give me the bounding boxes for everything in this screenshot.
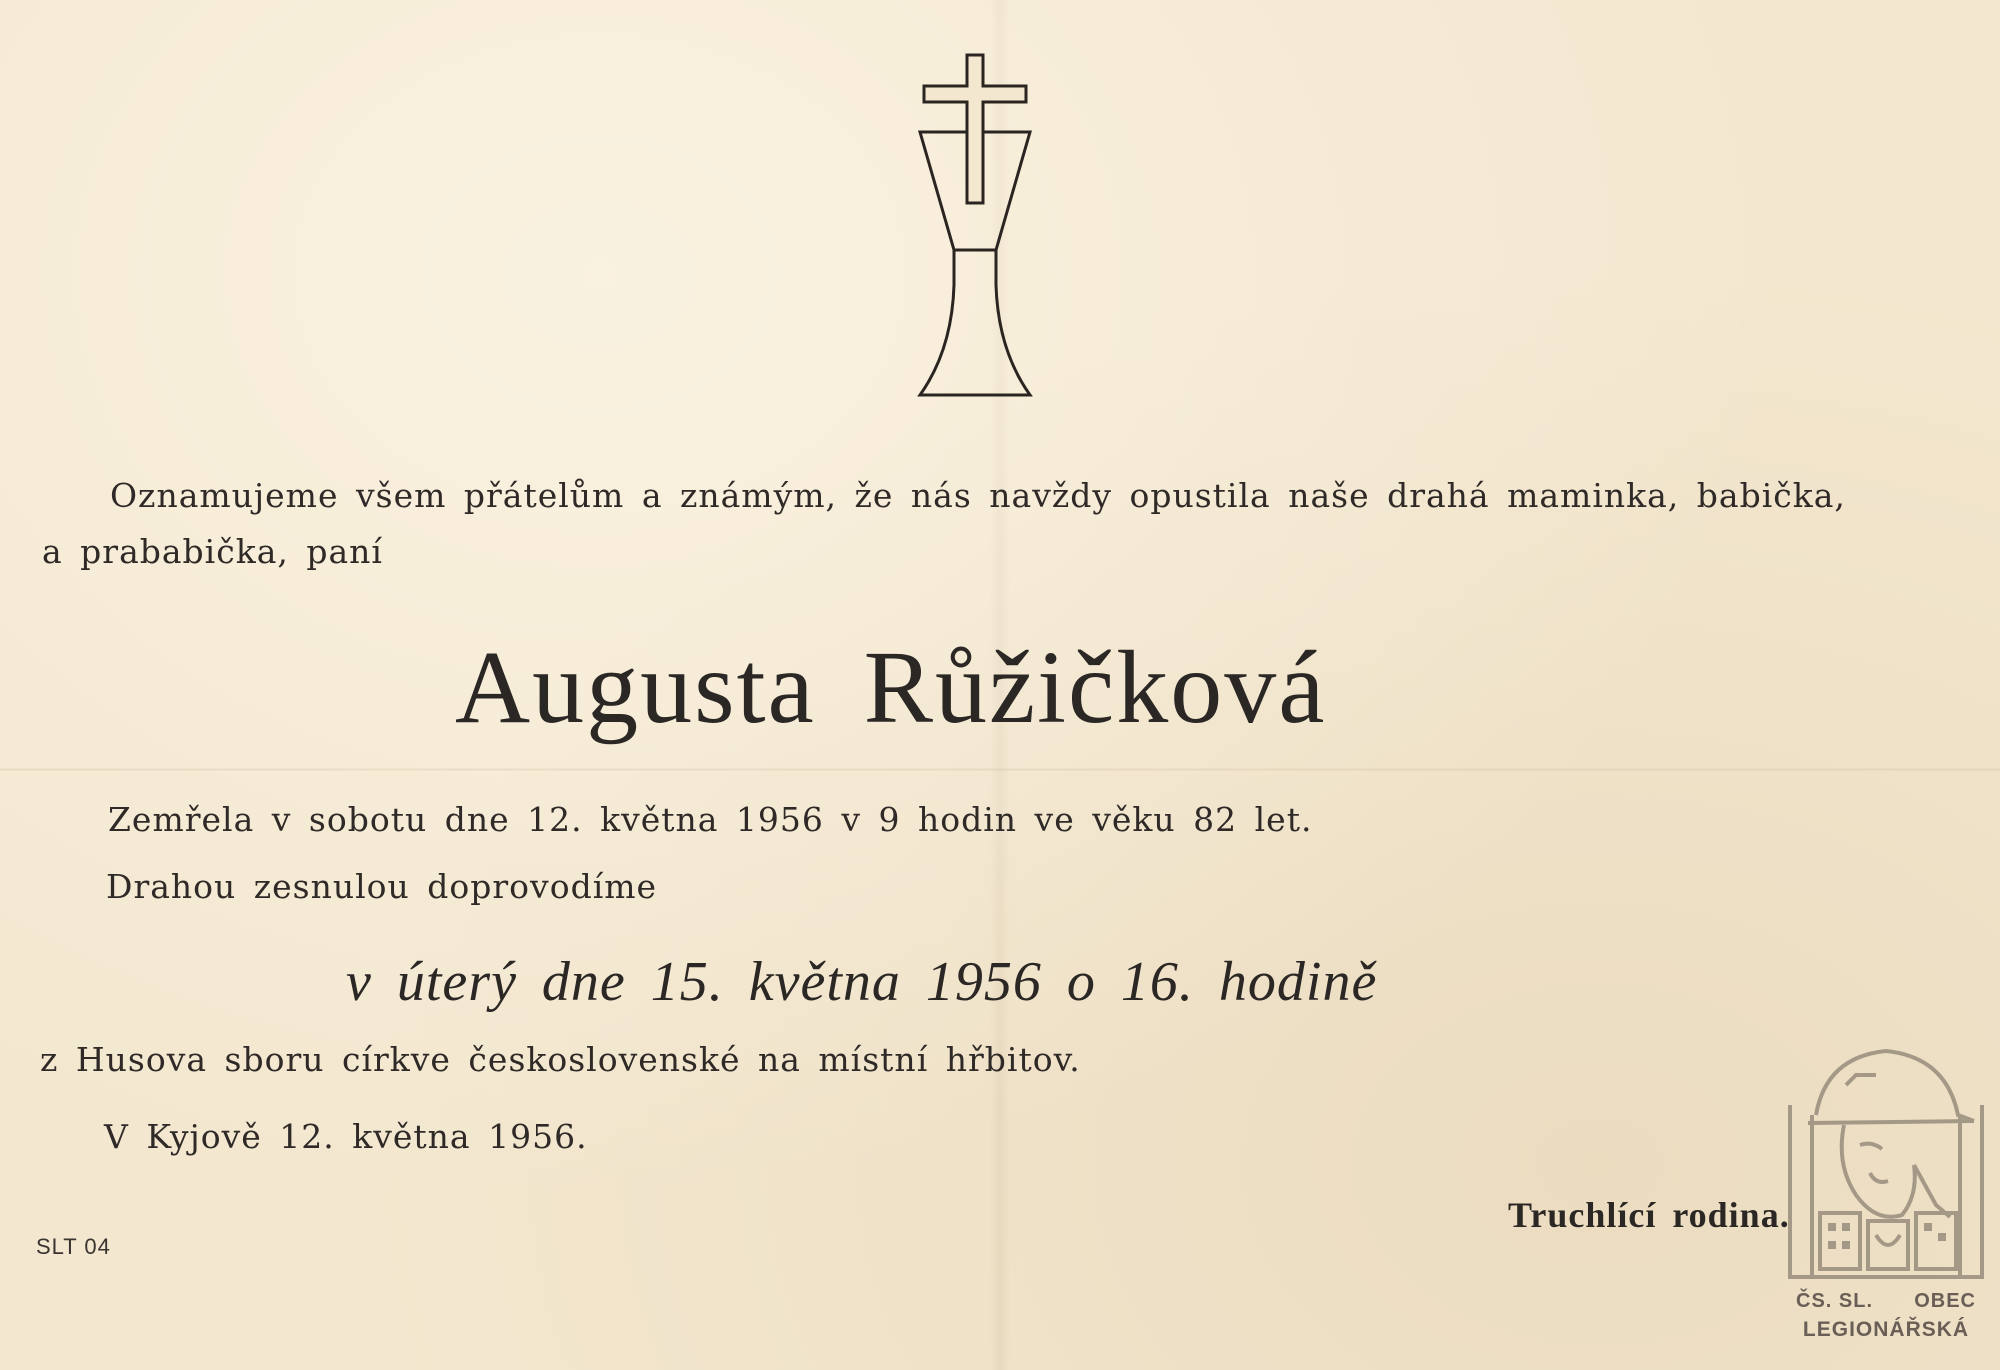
- place-date: V Kyjově 12. května 1956.: [104, 1117, 588, 1156]
- intro-line-2: a prababička, paní: [42, 532, 383, 571]
- escort-text: Drahou zesnulou doprovodíme: [106, 867, 658, 906]
- printer-code: SLT 04: [36, 1234, 111, 1259]
- watermark-caption-left: ČS. SL.: [1796, 1290, 1874, 1312]
- funeral-datetime: v úterý dne 15. května 1956 o 16. hodině: [346, 951, 1378, 1013]
- intro-line-1: Oznamujeme všem přátelům a známým, že nás navždy opustila naše drahá maminka, babička,: [110, 476, 1846, 515]
- paper-fold: [0, 768, 2000, 771]
- funeral-place: z Husova sboru církve československé na místní hřbitov.: [40, 1040, 1081, 1079]
- legionnaire-helmet-icon: [1786, 1045, 1986, 1280]
- watermark-caption-line-2: LEGIONÁŘSKÁ: [1802, 1318, 1970, 1341]
- signature: Truchlící rodina.: [1508, 1195, 1790, 1235]
- chalice-cross-icon: [910, 50, 1040, 405]
- watermark-caption-right: OBEC: [1914, 1290, 1976, 1312]
- deceased-name: Augusta Růžičková: [455, 630, 1327, 745]
- death-info: Zemřela v sobotu dne 12. května 1956 v 9 hodin ve věku 82 let.: [108, 800, 1313, 839]
- watermark-caption-line-1: [1788, 1290, 1984, 1313]
